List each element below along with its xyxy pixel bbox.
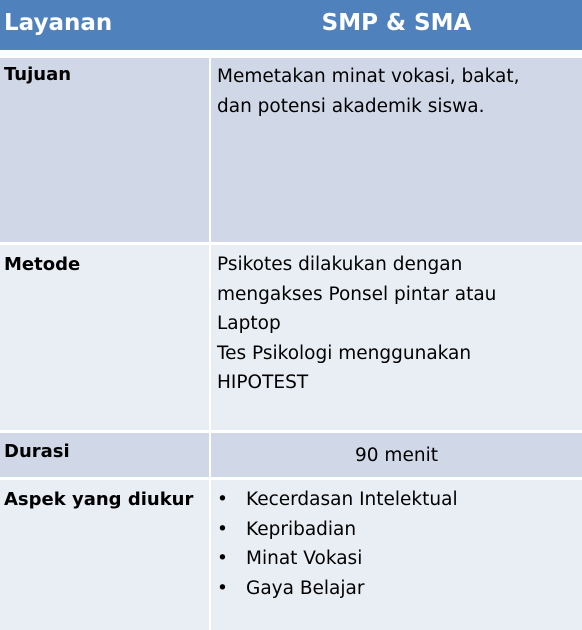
aspek-label-cell bbox=[0, 480, 209, 630]
bullet-icon: • bbox=[217, 548, 228, 569]
metode-line-5: HIPOTEST bbox=[217, 372, 309, 393]
metode-line-4: Tes Psikologi menggunakan bbox=[217, 342, 472, 364]
aspek-item-2: Kepribadian bbox=[246, 518, 357, 540]
metode-label-cell bbox=[0, 245, 209, 430]
list-item bbox=[211, 515, 582, 545]
bullet-icon: • bbox=[217, 577, 228, 599]
list-item bbox=[211, 544, 582, 574]
table-row-tujuan bbox=[0, 58, 582, 242]
durasi-label-cell bbox=[0, 433, 209, 477]
table-header-row bbox=[0, 0, 582, 50]
durasi-value-cell bbox=[211, 433, 582, 477]
list-item bbox=[211, 485, 582, 515]
header-cell-smp-sma bbox=[211, 0, 582, 50]
header-layanan-label: Layanan bbox=[4, 10, 113, 36]
bullet-icon: • bbox=[217, 489, 228, 510]
metode-line-2: mengakses Ponsel pintar atau bbox=[217, 283, 497, 305]
durasi-label: Durasi bbox=[4, 441, 70, 462]
table-row-metode bbox=[0, 245, 582, 430]
metode-label: Metode bbox=[4, 254, 81, 275]
bullet-icon: • bbox=[217, 518, 228, 540]
metode-value-cell bbox=[211, 245, 582, 430]
aspek-item-3: Minat Vokasi bbox=[246, 548, 363, 569]
table-row-durasi bbox=[0, 433, 582, 477]
aspek-value-cell bbox=[211, 480, 582, 630]
aspek-label: Aspek yang diukur bbox=[4, 489, 194, 510]
metode-line-1: Psikotes dilakukan dengan bbox=[217, 254, 463, 275]
list-item bbox=[211, 574, 582, 604]
durasi-value: 90 menit bbox=[355, 445, 438, 466]
tujuan-line-1: Memetakan minat vokasi, bakat, bbox=[217, 66, 520, 87]
aspek-item-1: Kecerdasan Intelektual bbox=[246, 489, 458, 510]
tujuan-value-cell bbox=[211, 58, 582, 242]
aspek-item-4: Gaya Belajar bbox=[246, 577, 365, 599]
metode-line-3: Laptop bbox=[217, 313, 281, 334]
table-row-aspek bbox=[0, 480, 582, 630]
tujuan-label-cell bbox=[0, 58, 209, 242]
tujuan-label: Tujuan bbox=[4, 64, 72, 85]
aspek-list bbox=[211, 485, 582, 603]
tujuan-line-2: dan potensi akademik siswa. bbox=[217, 95, 485, 117]
header-smp-sma-label: SMP & SMA bbox=[321, 10, 472, 36]
header-cell-layanan bbox=[0, 0, 209, 50]
